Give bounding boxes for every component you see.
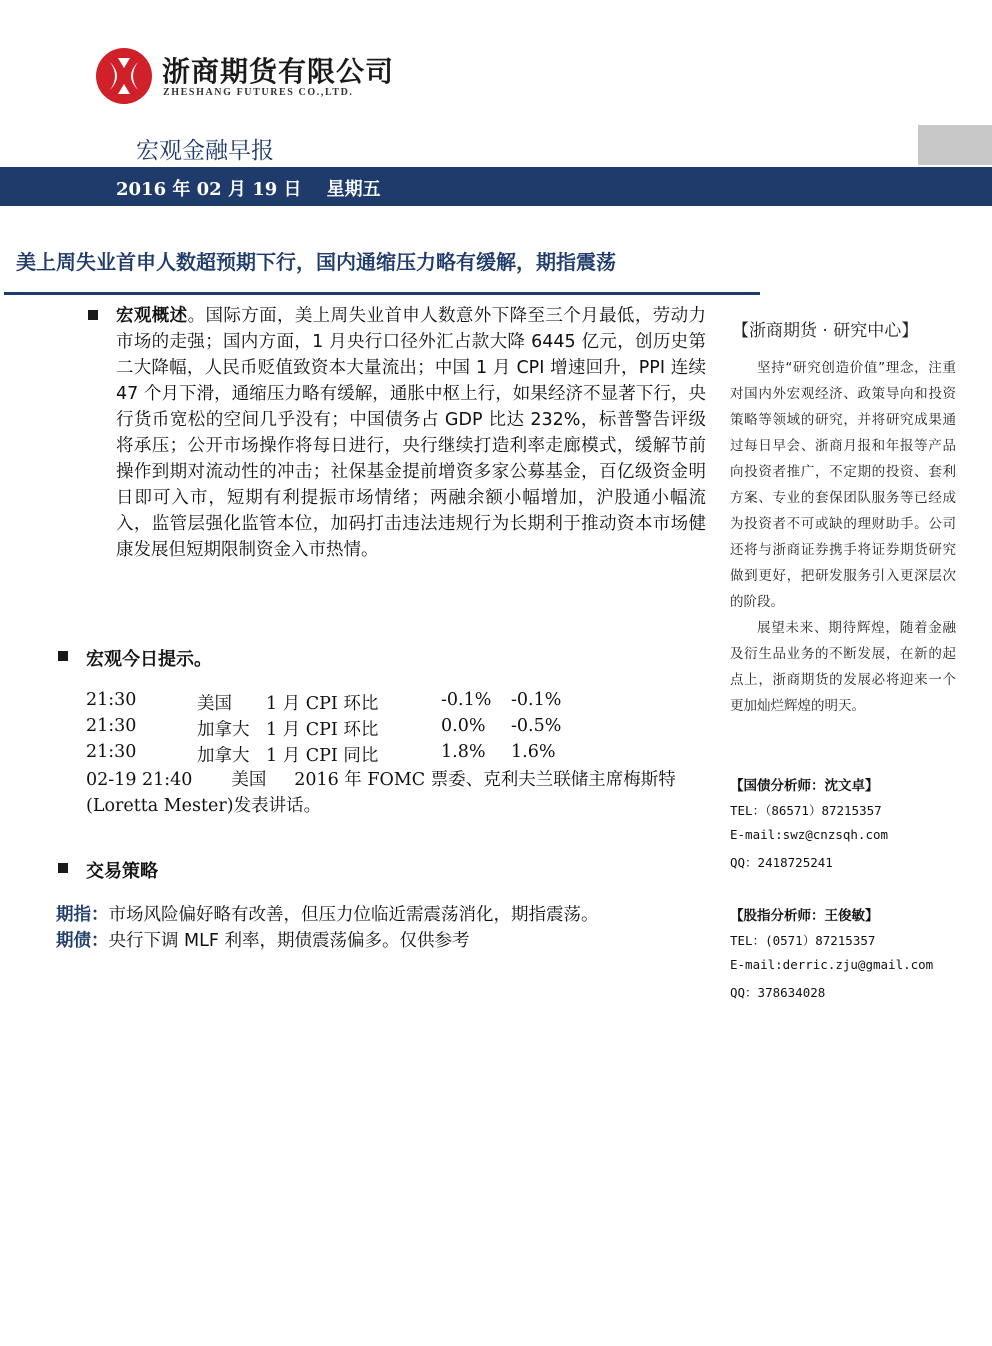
calendar-previous: 1.8% — [441, 742, 486, 762]
calendar-previous: 0.0% — [441, 716, 486, 736]
calendar-forecast: -0.5% — [511, 716, 562, 736]
sidebar-paragraph: 展望未来、期待辉煌，随着金融及衍生品业务的不断发展，在新的起点上，浙商期货的发展必将迎来一个更加灿烂辉煌的明天。 — [730, 620, 956, 714]
analyst-title: 【股指分析师：王俊敏】 — [730, 908, 879, 924]
company-name-en: ZHESHANG FUTURES CO.,LTD. — [163, 87, 354, 98]
company-name-cn: 浙商期货有限公司 — [162, 55, 395, 88]
headline: 美上周失业首申人数超预期下行，国内通缩压力略有缓解，期指震荡 — [16, 250, 616, 274]
sidebar-title: 【浙商期货 · 研究中心】 — [732, 321, 919, 341]
calendar-section-title: 宏观今日提示。 — [86, 649, 212, 670]
headline-divider — [4, 292, 760, 295]
header-decoration — [918, 125, 992, 165]
strategy-label: 期指： — [56, 905, 109, 925]
overview-text: 。国际方面，美上周失业首申人数意外下降至三个月最低，劳动力市场的走强；国内方面，1 月央行口径外汇占款大降 6445 亿元，创历史第二大降幅，人民币贬值致资本大量流出；中国 1 月 CPI 增速回升，PPI 连续 47 个月下滑，通缩压力略有缓解，通胀中枢上行，如果经济不显著下行，央行货币宽松的空间几乎没有；中国债务占 GDP 比达 232%，标普警告评级将承压；公开市场操作将每日进行，央行继续打造利率走廊模式，缓解节前操作到期对流动性的冲击；社保基金提前增资多家公募基金，百亿级资金明日即可入市，短期有利提振市场情绪；两融余额小幅增加，沪股通小幅流入，监管层强化监管本位，加码打击违法违规行为长期利于推动资本市场健康发展但短期限制资金入市热情。 — [116, 306, 706, 560]
bullet-square-icon — [58, 863, 68, 873]
calendar-country: 加拿大 — [197, 720, 250, 740]
sidebar-intro — [730, 355, 956, 719]
strategy-text: 市场风险偏好略有改善，但压力位临近需震荡消化，期指震荡。 — [108, 905, 599, 925]
analyst-tel: TEL：(0571）87215357 — [730, 933, 876, 948]
strategy-text: 央行下调 MLF 利率，期债震荡偏多。仅供参考 — [108, 931, 470, 951]
macro-overview — [116, 303, 706, 563]
calendar-forecast: -0.1% — [511, 690, 562, 710]
calendar-time: 21:30 — [86, 690, 137, 710]
strategy-section-title: 交易策略 — [86, 861, 158, 882]
overview-lead: 宏观概述 — [116, 306, 188, 326]
analyst-email[interactable]: E-mail:swz@cnzsqh.com — [730, 827, 889, 842]
calendar-country: 美国 — [197, 694, 232, 714]
sidebar-paragraph: 坚持“研究创造价值”理念，注重对国内外宏观经济、政策导向和投资策略等领域的研究，并将研究成果通过每日早会、浙商月报和年报等产品向投资者推广，不定期的投资、套利方案、专业的套保团队服务等已经成为投资者不可或缺的理财助手。公司还将与浙商证券携手将证券期货研究做到更好，把研发服务引入更深层次的阶段。 — [730, 360, 956, 610]
calendar-forecast: 1.6% — [511, 742, 556, 762]
analyst-email[interactable]: E-mail:derric.zju@gmail.com — [730, 957, 934, 972]
calendar-time: 21:30 — [86, 742, 137, 762]
analyst-title: 【国债分析师：沈文卓】 — [730, 778, 879, 794]
bullet-square-icon — [58, 651, 68, 661]
report-title: 宏观金融早报 — [136, 138, 274, 164]
report-date: 2016 年 02 月 19 日 星期五 — [116, 179, 381, 200]
calendar-item: 1 月 CPI 环比 — [266, 720, 379, 740]
calendar-time: 21:30 — [86, 716, 137, 736]
calendar-country: 加拿大 — [197, 746, 250, 766]
analyst-qq: QQ：2418725241 — [730, 855, 833, 870]
strategy-bond-futures — [56, 927, 470, 952]
calendar-previous: -0.1% — [441, 690, 492, 710]
strategy-label: 期债： — [56, 931, 109, 951]
company-logo-icon — [94, 46, 154, 106]
bullet-square-icon — [88, 310, 98, 320]
calendar-fomc-event: 02-19 21:40 美国 2016 年 FOMC 票委、克利夫兰联储主席梅斯特(Loretta Mester)发表讲话。 — [86, 770, 676, 816]
strategy-index-futures — [56, 901, 599, 926]
analyst-tel: TEL：（86571）87215357 — [730, 803, 882, 818]
analyst-qq: QQ：378634028 — [730, 985, 826, 1000]
calendar-item: 1 月 CPI 环比 — [266, 694, 379, 714]
calendar-item: 1 月 CPI 同比 — [266, 746, 379, 766]
